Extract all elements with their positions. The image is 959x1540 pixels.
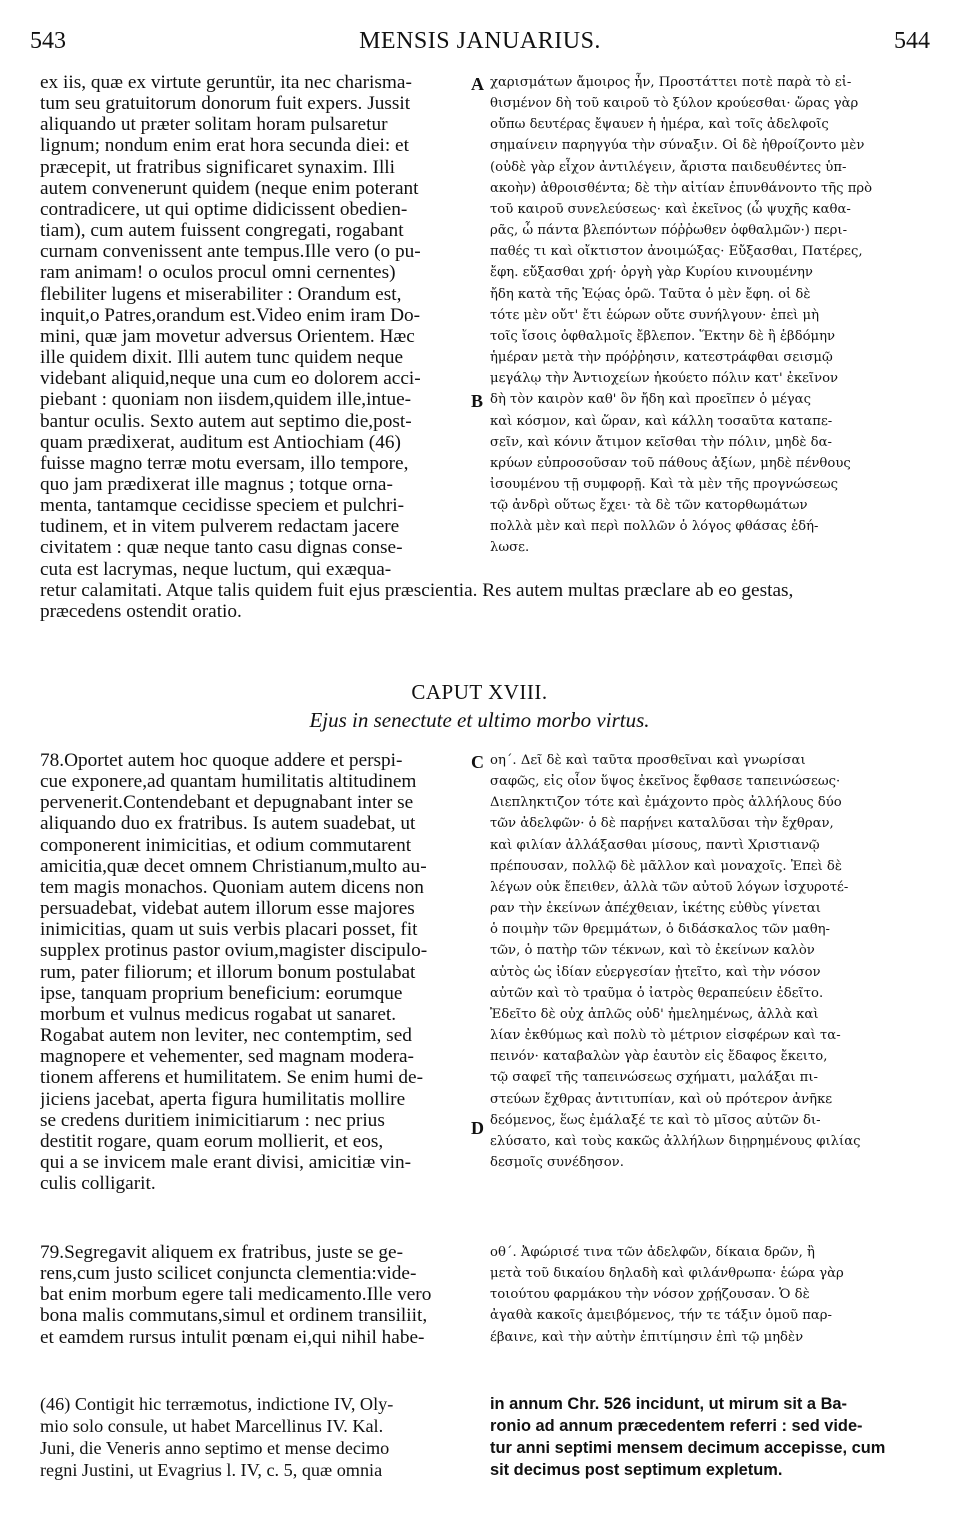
text-line: τοῖς ἴσοις ὀφθαλμοῖς ἔβλεπον. Ἕκτην δὲ ἢ ἑβδόμην (490, 328, 836, 344)
text-line: regni Justini, ut Evagrius l. IV, c. 5, quæ omnia (40, 1460, 383, 1480)
margin-marker-b: B (471, 391, 484, 411)
full-width-text (40, 559, 930, 622)
text-line: tiam), cum autem fuissent congregati, rogabant (40, 220, 404, 242)
latin-column-block3 (40, 1242, 470, 1348)
page-number-left: 543 (30, 28, 66, 54)
text-line: præcepit, ut fratribus significaret synaxim. Illi (40, 156, 396, 178)
text-line: mini, quæ jam movetur adversus Orientem. Hæc (40, 325, 415, 347)
text-line: ronio ad annum præcedentem referri : sed vide- (490, 1417, 863, 1435)
text-line: civitatem : quæ neque tanto casu dignas conse- (40, 537, 403, 559)
text-line: sit decimus post septimum expletum. (490, 1461, 783, 1479)
text-line: τοιούτου φαρμάκου τὴν νόσον χρῄζουσαν. Ὁ δὲ (490, 1287, 810, 1303)
text-line: quo jam prædixerat ille magnus ; totque orna- (40, 473, 393, 495)
greek-column-block2 (490, 750, 930, 1173)
margin-marker-d: D (471, 1118, 484, 1138)
text-line: componerent inimicitias, et odium commutarent (40, 834, 412, 856)
text-line: supplex protinus pastor ovium,magister discipulo- (40, 940, 428, 962)
text-line: piebant : quoniam non iisdem,quidem ille,intue- (40, 389, 412, 411)
text-line: cuta est lacrymas, neque luctum, qui exæqua- (40, 559, 392, 580)
text-line: in annum Chr. 526 incidunt, ut mirum sit a Ba- (490, 1395, 848, 1413)
text-line: Juni, die Veneris anno septimo et mense decimo (40, 1438, 390, 1458)
text-line: Ἐδεῖτο δὲ οὐχ ἁπλῶς οὐδ' ἠμελημένως, ἀλλὰ καὶ (490, 1006, 819, 1022)
text-line: τῷ ἀνδρὶ οὕτως ἔχει· τὰ δὲ τῶν κατορθωμάτων (490, 498, 808, 514)
chapter-subtitle: Ejus in senectute et ultimo morbo virtus. (309, 708, 650, 732)
text-line: videbant aliquid,neque una cum eo dolorem acci- (40, 368, 421, 390)
text-line: 78.Oportet autem hoc quoque addere et perspi- (40, 750, 403, 771)
text-line: lignum; nondum enim erat hora secunda diei: et (40, 135, 409, 157)
text-line: σαφῶς, εἰς οἷον ὕψος ἐκεῖνος ἔφθασε ταπεινώσεως· (490, 774, 841, 790)
margin-marker-c: C (471, 752, 484, 772)
text-line: λωσε. (490, 540, 530, 556)
text-line: ρᾶς, ὦ πάντα βλεπόντων πόῤῥωθεν ὀφθαλμῶν·) περι- (490, 223, 848, 239)
text-line: αὐτῶν καὶ τὸ τραῦμα ὁ ἰατρὸς θεραπεύειν ἐδεῖτο. (490, 985, 824, 1001)
text-line: έβαινε, καὶ τὴν αὐτὴν ἐπιτίμησιν ἐπὶ τῷ μηδὲν (490, 1329, 804, 1345)
text-line: κρύων εὐπροσοῦσαν τοῦ πάθους ἀξίων, μηδὲ πένθους (490, 455, 851, 471)
text-line: ipse, tanquam proprium beneficium: eorumque (40, 982, 403, 1004)
text-line: jiciens jacebat, aperta figura humilitatis mollire (40, 1088, 406, 1110)
text-line: bona malis commutans,simul et ordinem transiliit, (40, 1305, 428, 1327)
text-line: amicitia,quæ decet omnem Christianum,multo au- (40, 855, 427, 877)
running-title: MENSIS JANUARIUS. (359, 28, 601, 54)
text-line: δεόμενος, ἕως ἐμάλαξέ τε καὶ τὸ μῖσος αὐτῶν δι- (490, 1112, 821, 1128)
text-line: autem convenerunt quidem (neque enim poterant (40, 177, 419, 199)
text-line: ἤδη κατὰ τῆς Ἑῴας ὁρῶ. Ταῦτα ὁ μὲν ἔφη. οἱ δὲ (490, 286, 811, 302)
text-line: ille quidem dixit. Illi autem tunc quidem neque (40, 347, 404, 369)
text-line: menta, tantamque cecidisse speciem et pulchri- (40, 495, 405, 517)
text-line: se credens duritiem inimicitiarum : nec prius (40, 1109, 385, 1131)
text-line: θισμένον δὴ τοῦ καιροῦ τὸ ξύλον κρούεσθαι· ὥρας γὰρ (490, 96, 859, 112)
text-line: inimicitias, quam ut suis verbis placari posset, fit (40, 919, 418, 941)
text-line: ἡμέραν μετὰ τὴν πρόῤῥησιν, κατεστράφθαι σεισμῷ (490, 350, 833, 366)
text-line: pervenerit.Contendebant et depugnabant inter se (40, 792, 414, 814)
text-line: ελύσατο, καὶ τοὺς κακῶς ἀλλήλων διῃρημένους φιλίας (490, 1133, 861, 1149)
text-line: πολλὰ μὲν καὶ περὶ πολλῶν ὁ λόγος φθάσας ἐδή- (490, 519, 819, 535)
text-line: destitit rogare, quam eorum mollierit, et eos, (40, 1130, 384, 1152)
text-line: tem magis monachos. Quoniam autem dicens non (40, 876, 424, 898)
text-line: τῷ σαφεῖ τῆς ταπεινώσεως σχήματι, μαλάξαι πι- (490, 1070, 818, 1086)
text-line: Rogabat autem non leviter, nec contemptim, sed (40, 1025, 412, 1047)
text-line: et eamdem rursus intulit pœnam ei,qui nihil habe- (40, 1326, 425, 1348)
text-line: αὐτὸς ὡς ἰδίαν εὐεργεσίαν ᾐτεῖτο, καὶ τὴν νόσον (490, 964, 821, 980)
text-line: ακοὴν) ἀθροισθέντα; δὲ τὴν αἰτίαν ἐπυνθάνοντο τῆς πρὸ (490, 180, 873, 196)
text-line: πεινόν· καταβαλὼν γὰρ ἑαυτὸν εἰς ἔδαφος ἔκειτο, (490, 1049, 828, 1065)
text-line: culis colligarit. (40, 1173, 156, 1195)
text-line: οη΄. Δεῖ δὲ καὶ ταῦτα προσθεῖναι καὶ γνωρίσαι (490, 753, 806, 768)
text-line: σεῖν, καὶ κόνιν ἄτιμον κεῖσθαι τὴν πόλιν, μηδὲ δα- (490, 434, 832, 450)
footnote-continuation (490, 1393, 930, 1481)
text-line: σημαίνειν παρηγγύα τὴν σύναξιν. Οἱ δὲ ἠθροίζοντο μὲν (490, 138, 865, 154)
text-line: bantur oculis. Sexto autem aut septimo die,post- (40, 410, 412, 432)
text-line: quam prædixerat, auditum est Antiochiam (46) (40, 431, 401, 453)
text-line: τῶν, ὁ πατὴρ τῶν τέκνων, καὶ τὸ ἐκείνων καλὸν (490, 943, 815, 959)
text-line: tionem afferens et humilitatem. Se enim humi de- (40, 1067, 424, 1089)
text-line: curnam convenissent ante tempus.Ille vero (o pu- (40, 241, 421, 263)
text-line: ἀγαθὰ κακοῖς ἀμειβόμενος, τήν τε τάξιν ὁμοῦ παρ- (490, 1308, 832, 1324)
text-line: tur anni septimi mensem decimum accepisse, cum (490, 1439, 886, 1457)
text-line: δὴ τὸν καιρὸν καθ' ὃν ἤδη καὶ προεῖπεν ὁ μέγας (490, 392, 811, 408)
text-line: δεσμοῖς συνέδησον. (490, 1154, 624, 1170)
text-line: λέγων οὐκ ἔπειθεν, ἀλλὰ τῶν αὐτοῦ λόγων ἰσχυροτέ- (490, 879, 849, 895)
text-line: στεύων ἔχθρας ἀντιτυπίαν, καὶ οὐ πρότερον ἀνῆκε (490, 1091, 833, 1107)
text-line: καὶ φιλίαν ἀλλάξασθαι μίσους, παντὶ Χριστιανῷ (490, 837, 820, 853)
text-line: contradicere, ut qui optime didicissent obedien- (40, 198, 408, 220)
text-line: τῶν ἀδελφῶν· ὁ δὲ παρῄνει καταλῦσαι τὴν ἔχθραν, (490, 816, 834, 832)
text-line: rum, pater filiorum; et illorum bonum postulabat (40, 961, 416, 983)
text-line: bat enim morbum egere tali medicamento.Ille vero (40, 1284, 432, 1306)
greek-column-block3 (490, 1242, 930, 1348)
text-line: ραν τὴν ἐκείνων ἀπέχθειαν, ἱκέτης εὐθὺς γίνεται (490, 901, 821, 917)
latin-column-block2 (40, 750, 470, 1194)
page-number-right: 544 (894, 28, 930, 54)
text-line: inquit,o Patres,orandum est.Video enim iram Do- (40, 304, 421, 326)
text-line: παθές τι καὶ οἴκτιστον ἀνοιμώξας· Εὔξασθαι, Πατέρες, (490, 244, 863, 260)
text-line: ἔφη. εὔξασθαι χρή· ὀργὴ γὰρ Κυρίου κινουμένην (490, 265, 813, 281)
latin-column-block1 (40, 72, 470, 559)
text-line: persuadebat, videbat autem illorum esse majores (40, 898, 415, 920)
chapter-heading: CAPUT XVIII. (411, 680, 548, 704)
text-line: magnopere et vehementer, sed magnam modera- (40, 1046, 414, 1068)
text-line: retur calamitati. Atque talis quidem fuit ejus præscientia. Res autem multas præclare ab eo gestas, (40, 580, 794, 602)
text-line: tudinem, et in vitem pulverem redactam jacere (40, 516, 400, 538)
text-line: ram animam! o oculos procul omni cernentes) (40, 262, 396, 284)
text-line: mio solo consule, ut habet Marcellinus IV. Kal. (40, 1416, 384, 1436)
text-line: ἰσουμένου τῇ συμφορῇ. Καὶ τὰ μὲν τῆς προγνώσεως (490, 476, 839, 492)
text-line: ex iis, quæ ex virtute geruntür, ita nec charisma- (40, 72, 412, 93)
text-line: οὔπω δευτέρας ἔψαυεν ἡ ἡμέρα, καὶ τοῖς ἀδελφοῖς (490, 117, 829, 133)
text-line: aliquando ut præter solitam horam pulsaretur (40, 114, 388, 136)
text-line: rens,cum justo scilicet conjuncta clementia:vide- (40, 1263, 417, 1285)
margin-marker-a: A (471, 74, 484, 94)
text-line: qui a se invicem male erant divisi, amicitiæ vin- (40, 1151, 412, 1173)
text-line: Διεπληκτιζον τότε καὶ ἐμάχοντο πρὸς ἀλλήλους δύο (490, 795, 842, 811)
page-header (30, 28, 930, 58)
text-line: tum seu gratuitorum donorum fuit expers. Jussit (40, 93, 411, 115)
text-line: τότε μὲν οὔτ' ἔτι ἑώρων οὔτε συνήλγουν· ἐπεὶ μὴ (490, 307, 819, 323)
text-line: cue exponere,ad quantam humilitatis altitudinem (40, 771, 417, 793)
footnote-latin (40, 1393, 470, 1481)
text-line: præcedens ostendit oratio. (40, 601, 242, 623)
text-line: μετὰ τοῦ δικαίου δηλαδὴ καὶ φιλάνθρωπα· ἑώρα γὰρ (490, 1266, 844, 1282)
text-line: χαρισμάτων ἄμοιρος ἦν, Προστάττει ποτὲ παρὰ τὸ εἰ- (490, 75, 852, 90)
text-line: flebiliter lugens et miserabiliter : Orandum est, (40, 283, 402, 305)
text-line: λίαν ἐκθύμως καὶ πολὺ τὸ μέτριον εἰσφέρων καὶ τα- (490, 1028, 841, 1044)
text-line: 79.Segregavit aliquem ex fratribus, juste se ge- (40, 1242, 404, 1263)
text-line: aliquando duo ex fratribus. Is autem suadebat, ut (40, 813, 416, 835)
text-line: καὶ κόσμον, καὶ ὥραν, καὶ κάλλη τοσαῦτα καταπε- (490, 413, 833, 429)
text-line: (οὐδὲ γὰρ εἶχον ἀντιλέγειν, ἄριστα παιδευθέντες ὑπ- (490, 159, 847, 175)
text-line: μεγάλῳ τὴν Ἀντιοχείων ἠκούετο πόλιν κατ' ἐκεῖνον (490, 371, 839, 387)
text-line: οθ΄. Ἀφώρισέ τινα τῶν ἀδελφῶν, δίκαια δρῶν, ἢ (490, 1245, 815, 1260)
text-line: τοῦ καιροῦ συνελεύσεως· καὶ ἐκεῖνος (ὦ ψυχῆς καθα- (490, 201, 851, 217)
text-line: πρέπουσαν, πολλῷ δὲ μᾶλλον καὶ μοναχοῖς. Ἐπεὶ δὲ (490, 858, 842, 874)
text-line: morbum et vulnus medicus rogabat ut sanaret. (40, 1003, 397, 1025)
text-line: fuisse magno terræ motu eversam, illo tempore, (40, 452, 409, 474)
greek-column-block1 (490, 72, 930, 559)
text-line: (46) Contigit hic terræmotus, indictione IV, Oly- (40, 1394, 394, 1414)
text-line: ὁ ποιμὴν τῶν θρεμμάτων, ὁ διδάσκαλος τῶν μαθη- (490, 922, 831, 938)
